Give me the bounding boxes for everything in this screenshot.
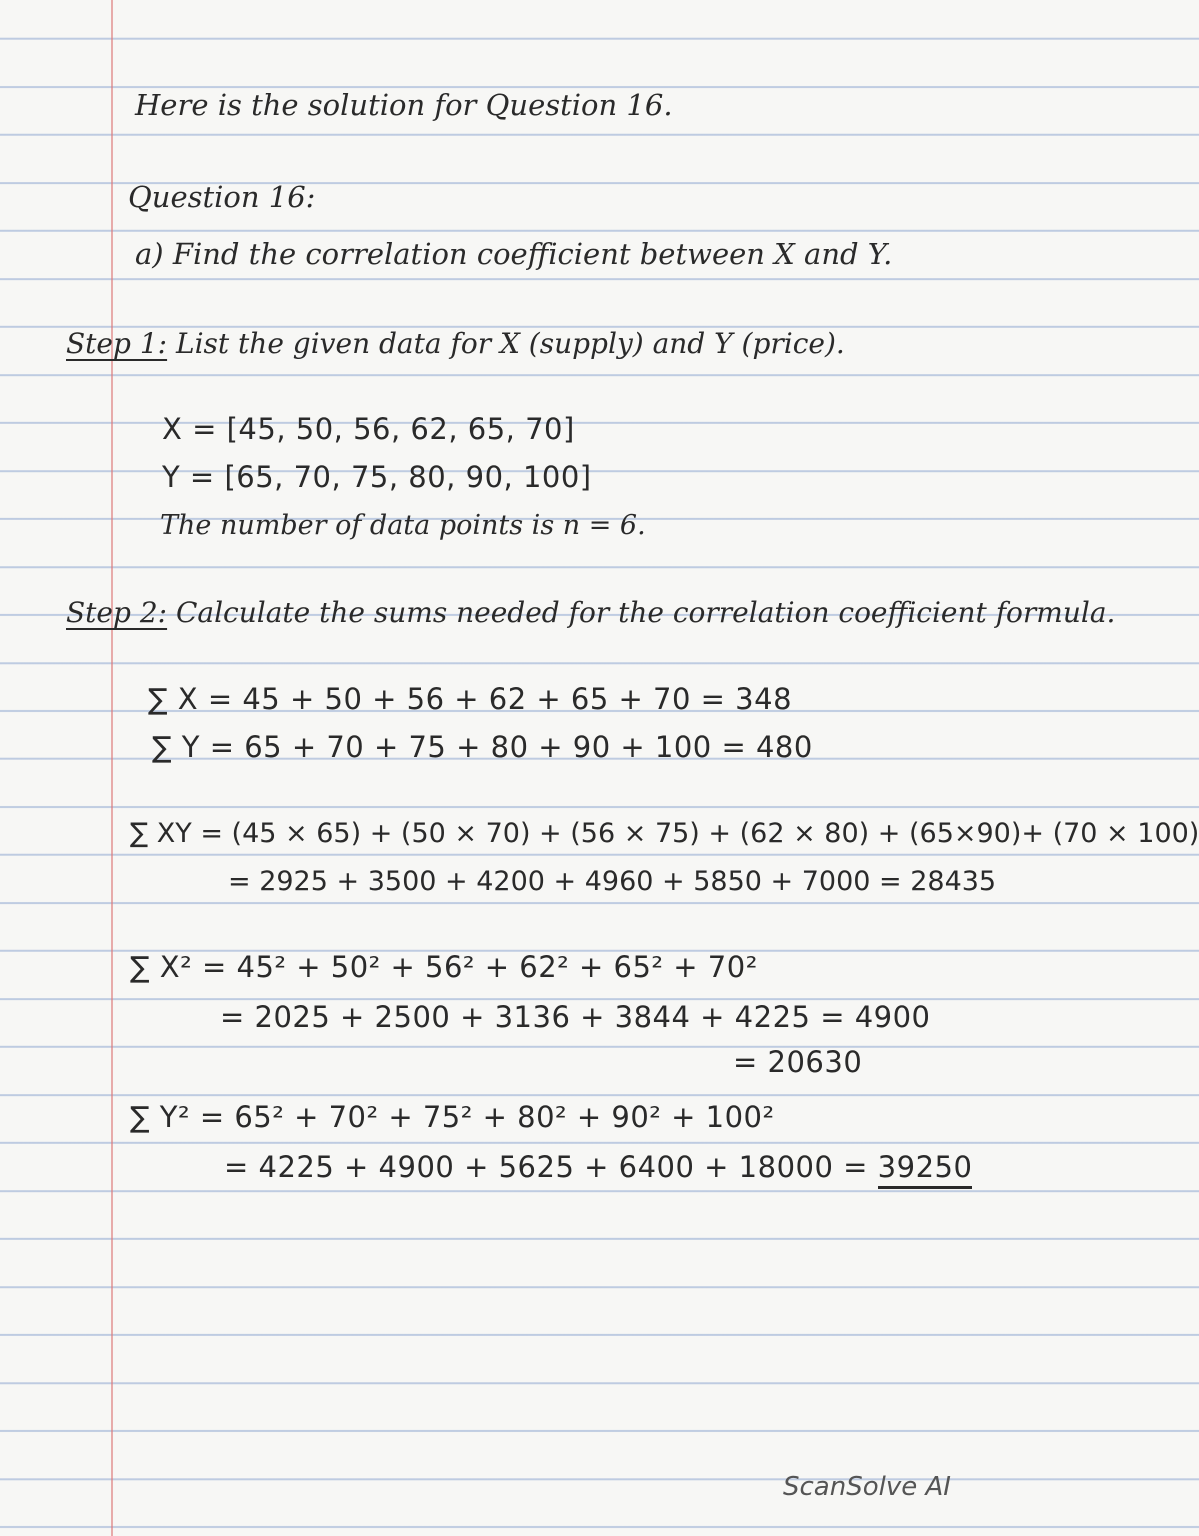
sum-xy-result: = 2925 + 3500 + 4200 + 4960 + 5850 + 7000 = 28435 xyxy=(228,866,997,897)
sum-x2-expression: ∑ X² = 45² + 50² + 56² + 62² + 65² + 70² xyxy=(130,950,758,984)
step-1-text: List the given data for X (supply) and Y (price). xyxy=(167,327,845,360)
intro-text: Here is the solution for Question 16. xyxy=(135,88,673,122)
watermark: ScanSolve AI xyxy=(783,1472,951,1502)
question-part-a: a) Find the correlation coefficient between X and Y. xyxy=(135,237,893,271)
question-heading: Question 16: xyxy=(128,180,316,214)
sum-x: ∑ X = 45 + 50 + 56 + 62 + 65 + 70 = 348 xyxy=(148,682,793,716)
sum-y2-prefix: = 4225 + 4900 + 5625 + 6400 + 18000 = xyxy=(224,1150,878,1184)
sum-y2-expression: ∑ Y² = 65² + 70² + 75² + 80² + 90² + 100² xyxy=(130,1100,775,1134)
step-1-heading xyxy=(66,327,845,360)
sum-x2-result: = 20630 xyxy=(733,1045,863,1079)
step-2-heading xyxy=(66,596,1115,629)
sum-y: ∑ Y = 65 + 70 + 75 + 80 + 90 + 100 = 480 xyxy=(152,730,813,764)
sum-xy-expression: ∑ XY = (45 × 65) + (50 × 70) + (56 × 75) + (62 × 80) + (65×90)+ (70 × 100) xyxy=(130,818,1199,849)
x-data: X = [45, 50, 56, 62, 65, 70] xyxy=(162,412,575,446)
sum-x2-values: = 2025 + 2500 + 3136 + 3844 + 4225 = 4900 xyxy=(220,1000,931,1034)
n-points-text: The number of data points is n = 6. xyxy=(160,510,646,541)
step-1-label: Step 1: xyxy=(66,327,168,360)
sum-y2-result: 39250 xyxy=(878,1150,973,1189)
sum-y2-values xyxy=(224,1150,972,1184)
y-data: Y = [65, 70, 75, 80, 90, 100] xyxy=(162,460,592,494)
step-2-label: Step 2: xyxy=(66,596,168,629)
margin-line xyxy=(111,0,113,1536)
step-2-text: Calculate the sums needed for the correlation coefficient formula. xyxy=(167,596,1116,629)
